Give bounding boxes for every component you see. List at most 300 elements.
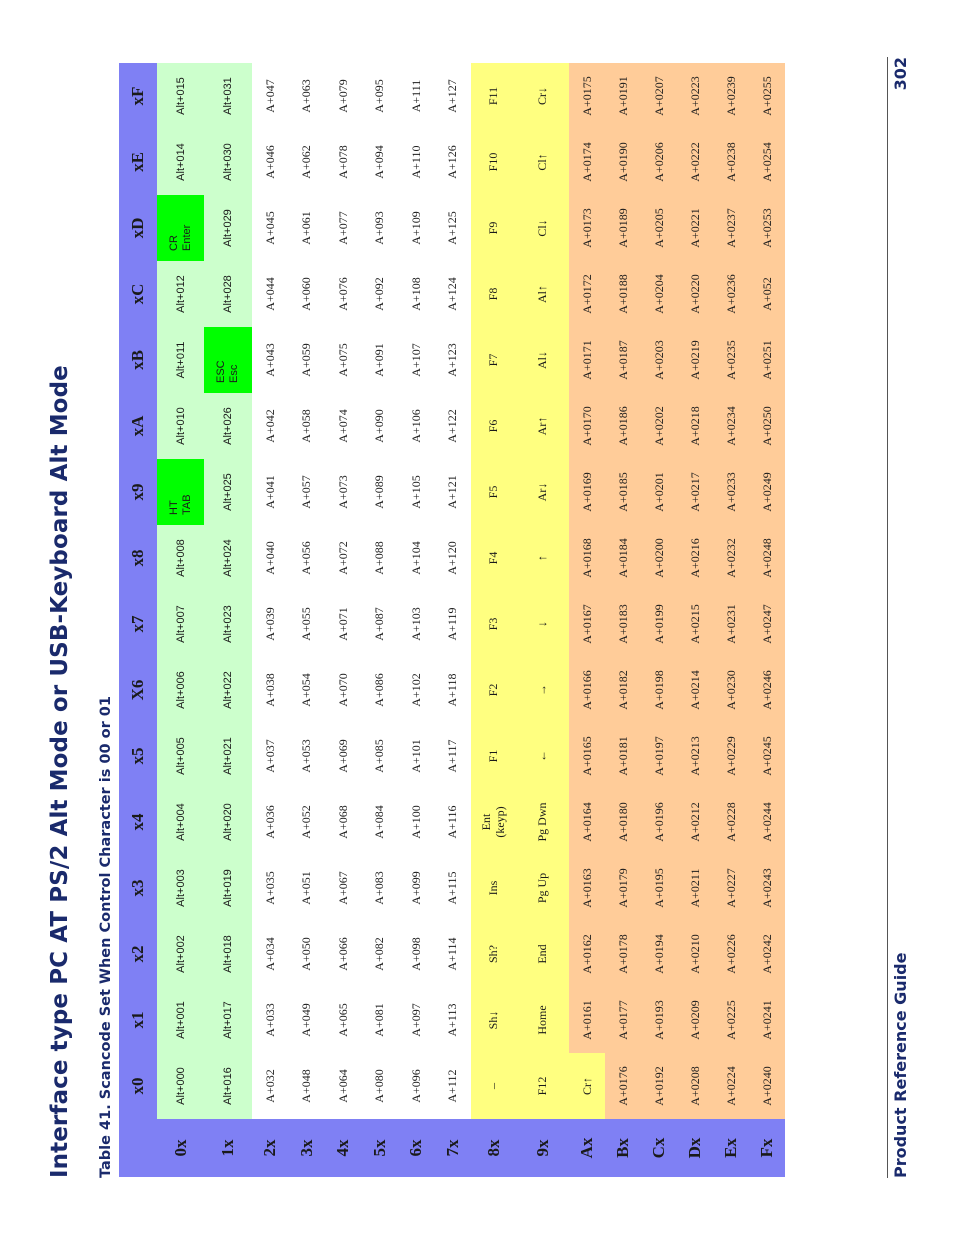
- table-cell: A+0200: [641, 525, 677, 591]
- table-cell: A+060: [288, 261, 325, 327]
- table-cell: A+0227: [713, 855, 749, 921]
- table-cell: A+0179: [605, 855, 641, 921]
- table-cell: A+106: [398, 393, 434, 459]
- table-cell: A+127: [434, 63, 471, 129]
- table-cell: A+0205: [641, 195, 677, 261]
- table-cell: A+0212: [677, 789, 713, 855]
- table-cell: Alt+012: [157, 261, 204, 327]
- table-cell: Alt+020: [204, 789, 252, 855]
- table-cell: A+086: [361, 657, 398, 723]
- cell-line: Ent: [478, 813, 493, 831]
- row-header: Ax: [569, 1119, 605, 1177]
- table-cell: A+082: [361, 921, 398, 987]
- table-cell: A+043: [252, 327, 288, 393]
- table-cell: A+0191: [605, 63, 641, 129]
- table-cell: A+0173: [569, 195, 605, 261]
- table-cell: A+0208: [677, 1053, 713, 1119]
- table-cell: A+0217: [677, 459, 713, 525]
- table-cell: Sh?: [471, 921, 516, 987]
- table-cell: A+107: [398, 327, 434, 393]
- table-cell: Alt+011: [157, 327, 204, 393]
- table-cell: A+0237: [713, 195, 749, 261]
- table-cell: A+034: [252, 921, 288, 987]
- table-cell: A+0236: [713, 261, 749, 327]
- table-cell: A+0180: [605, 789, 641, 855]
- table-cell: A+045: [252, 195, 288, 261]
- table-cell: Alt+006: [157, 657, 204, 723]
- table-cell: A+051: [288, 855, 325, 921]
- table-cell: A+100: [398, 789, 434, 855]
- corner-cell: [119, 1119, 157, 1177]
- table-cell: A+081: [361, 987, 398, 1053]
- column-header: x5: [119, 723, 157, 789]
- table-cell: A+119: [434, 591, 471, 657]
- table-cell: A+0232: [713, 525, 749, 591]
- table-cell: A+099: [398, 855, 434, 921]
- cell-line: (keyp): [492, 806, 507, 838]
- column-header: x2: [119, 921, 157, 987]
- table-cell: A+121: [434, 459, 471, 525]
- table-cell: A+0184: [605, 525, 641, 591]
- table-cell: A+0186: [605, 393, 641, 459]
- table-cell: A+080: [361, 1053, 398, 1119]
- table-cell: A+0244: [749, 789, 785, 855]
- table-cell: A+0216: [677, 525, 713, 591]
- table-cell: A+063: [288, 63, 325, 129]
- table-cell: A+0214: [677, 657, 713, 723]
- table-cell: A+0247: [749, 591, 785, 657]
- table-cell: A+070: [325, 657, 361, 723]
- table-cell: A+083: [361, 855, 398, 921]
- table-cell: A+0182: [605, 657, 641, 723]
- table-cell: A+0225: [713, 987, 749, 1053]
- table-cell: A+095: [361, 63, 398, 129]
- table-cell: ↑: [516, 525, 569, 591]
- table-cell: A+0171: [569, 327, 605, 393]
- table-cell: A+0176: [605, 1053, 641, 1119]
- cell-line: ESC: [215, 360, 228, 383]
- column-header: x0: [119, 1053, 157, 1119]
- table-cell: A+0196: [641, 789, 677, 855]
- table-cell: A+125: [434, 195, 471, 261]
- table-cell: A+0254: [749, 129, 785, 195]
- table-cell: A+0174: [569, 129, 605, 195]
- table-cell: A+0245: [749, 723, 785, 789]
- table-cell: A+084: [361, 789, 398, 855]
- table-cell: A+104: [398, 525, 434, 591]
- table-cell: Alt+024: [204, 525, 252, 591]
- table-cell: A+101: [398, 723, 434, 789]
- table-cell: A+091: [361, 327, 398, 393]
- table-cell: A+114: [434, 921, 471, 987]
- table-cell: A+042: [252, 393, 288, 459]
- table-cell: A+0189: [605, 195, 641, 261]
- row-header: Bx: [605, 1119, 641, 1177]
- table-cell: A+062: [288, 129, 325, 195]
- table-cell: ↓: [516, 591, 569, 657]
- table-cell: Alt+005: [157, 723, 204, 789]
- table-cell: A+0220: [677, 261, 713, 327]
- table-cell: Alt+014: [157, 129, 204, 195]
- table-cell: A+055: [288, 591, 325, 657]
- table-cell: A+103: [398, 591, 434, 657]
- table-cell: F5: [471, 459, 516, 525]
- table-cell: [471, 789, 516, 855]
- table-caption: Table 41. Scancode Set When Control Character is 00 or 01: [98, 696, 114, 1178]
- table-cell: A+0192: [641, 1053, 677, 1119]
- table-cell: ←: [516, 723, 569, 789]
- table-cell: A+038: [252, 657, 288, 723]
- cell-line: TAB: [180, 494, 193, 515]
- cell-line: CR: [167, 235, 180, 251]
- row-header: 4x: [325, 1119, 361, 1177]
- table-cell: A+050: [288, 921, 325, 987]
- table-cell: A+061: [288, 195, 325, 261]
- table-cell: A+0207: [641, 63, 677, 129]
- table-cell: A+0168: [569, 525, 605, 591]
- table-cell: A+056: [288, 525, 325, 591]
- table-cell: A+039: [252, 591, 288, 657]
- table-cell: Pg Up: [516, 855, 569, 921]
- table-cell: A+0193: [641, 987, 677, 1053]
- table-cell: F4: [471, 525, 516, 591]
- table-cell: A+049: [288, 987, 325, 1053]
- table-cell: A+032: [252, 1053, 288, 1119]
- table-cell: A+0218: [677, 393, 713, 459]
- table-cell: A+126: [434, 129, 471, 195]
- table-cell: Ar↑: [516, 393, 569, 459]
- table-cell: A+071: [325, 591, 361, 657]
- table-cell: A+053: [288, 723, 325, 789]
- table-cell: A+120: [434, 525, 471, 591]
- table-cell: →: [516, 657, 569, 723]
- row-header: 5x: [361, 1119, 398, 1177]
- table-cell: Alt+001: [157, 987, 204, 1053]
- table-cell: A+0243: [749, 855, 785, 921]
- table-cell: A+035: [252, 855, 288, 921]
- table-cell: A+113: [434, 987, 471, 1053]
- column-header: x8: [119, 525, 157, 591]
- row-header: 6x: [398, 1119, 434, 1177]
- table-cell: A+058: [288, 393, 325, 459]
- table-cell: A+0231: [713, 591, 749, 657]
- table-cell: –: [471, 1053, 516, 1119]
- column-header: x4: [119, 789, 157, 855]
- table-cell: A+0194: [641, 921, 677, 987]
- table-cell: A+088: [361, 525, 398, 591]
- table-cell: A+079: [325, 63, 361, 129]
- table-cell: A+0221: [677, 195, 713, 261]
- table-cell: Alt+010: [157, 393, 204, 459]
- table-cell: A+078: [325, 129, 361, 195]
- column-header: x9: [119, 459, 157, 525]
- table-cell: A+096: [398, 1053, 434, 1119]
- table-cell: A+0169: [569, 459, 605, 525]
- cell-line: Enter: [180, 224, 193, 251]
- row-header: Cx: [641, 1119, 677, 1177]
- table-cell: F7: [471, 327, 516, 393]
- table-cell: A+0246: [749, 657, 785, 723]
- table-cell: A+0239: [713, 63, 749, 129]
- table-cell: F6: [471, 393, 516, 459]
- table-cell: A+0161: [569, 987, 605, 1053]
- table-cell: Alt+031: [204, 63, 252, 129]
- table-cell: A+111: [398, 63, 434, 129]
- table-cell: Alt+002: [157, 921, 204, 987]
- table-cell: A+092: [361, 261, 398, 327]
- table-cell: A+0251: [749, 327, 785, 393]
- table-cell: Alt+018: [204, 921, 252, 987]
- table-cell: A+074: [325, 393, 361, 459]
- page-number: 302: [891, 57, 910, 91]
- table-cell: A+0202: [641, 393, 677, 459]
- table-cell: Alt+021: [204, 723, 252, 789]
- table-cell: A+087: [361, 591, 398, 657]
- table-cell: A+0170: [569, 393, 605, 459]
- table-cell: A+0253: [749, 195, 785, 261]
- table-cell: A+0175: [569, 63, 605, 129]
- table-cell: A+040: [252, 525, 288, 591]
- table-cell: A+0167: [569, 591, 605, 657]
- table-cell: A+0198: [641, 657, 677, 723]
- table-cell: A+066: [325, 921, 361, 987]
- table-cell: A+109: [398, 195, 434, 261]
- table-cell: A+059: [288, 327, 325, 393]
- table-cell: A+0241: [749, 987, 785, 1053]
- table-cell: A+0185: [605, 459, 641, 525]
- table-cell: A+097: [398, 987, 434, 1053]
- column-header: x7: [119, 591, 157, 657]
- table-cell: A+064: [325, 1053, 361, 1119]
- table-cell: A+117: [434, 723, 471, 789]
- table-cell: A+0222: [677, 129, 713, 195]
- table-cell: A+0190: [605, 129, 641, 195]
- table-cell: A+057: [288, 459, 325, 525]
- table-cell: A+075: [325, 327, 361, 393]
- column-header: x3: [119, 855, 157, 921]
- table-cell: A+052: [749, 261, 785, 327]
- table-cell: A+036: [252, 789, 288, 855]
- table-cell: A+0224: [713, 1053, 749, 1119]
- row-header: Dx: [677, 1119, 713, 1177]
- table-cell: Alt+025: [204, 459, 252, 525]
- table-cell: A+0197: [641, 723, 677, 789]
- table-cell: [204, 327, 252, 393]
- table-cell: A+0199: [641, 591, 677, 657]
- cell-line: Esc: [228, 364, 240, 383]
- table-cell: Alt+030: [204, 129, 252, 195]
- table-cell: F10: [471, 129, 516, 195]
- table-cell: A+054: [288, 657, 325, 723]
- table-cell: A+068: [325, 789, 361, 855]
- table-cell: [157, 195, 204, 261]
- table-cell: A+0165: [569, 723, 605, 789]
- table-cell: Alt+029: [204, 195, 252, 261]
- table-cell: Pg Dwn: [516, 789, 569, 855]
- table-cell: F2: [471, 657, 516, 723]
- table-cell: A+105: [398, 459, 434, 525]
- table-cell: [157, 459, 204, 525]
- table-cell: A+033: [252, 987, 288, 1053]
- table-cell: A+0228: [713, 789, 749, 855]
- table-cell: A+0235: [713, 327, 749, 393]
- table-cell: Alt+000: [157, 1053, 204, 1119]
- table-cell: Cr↑: [569, 1053, 605, 1119]
- table-cell: Cr↓: [516, 63, 569, 129]
- table-cell: A+047: [252, 63, 288, 129]
- table-cell: A+0250: [749, 393, 785, 459]
- table-cell: F9: [471, 195, 516, 261]
- scancode-table: [119, 59, 776, 1177]
- row-header: 1x: [204, 1119, 252, 1177]
- table-cell: A+076: [325, 261, 361, 327]
- table-cell: Alt+003: [157, 855, 204, 921]
- table-cell: A+090: [361, 393, 398, 459]
- row-header: 0x: [157, 1119, 204, 1177]
- table-cell: A+0234: [713, 393, 749, 459]
- table-cell: Al↑: [516, 261, 569, 327]
- table-cell: A+0177: [605, 987, 641, 1053]
- table-cell: Alt+019: [204, 855, 252, 921]
- table-cell: A+0163: [569, 855, 605, 921]
- table-cell: A+102: [398, 657, 434, 723]
- table-cell: Alt+026: [204, 393, 252, 459]
- table-cell: Alt+028: [204, 261, 252, 327]
- table-cell: Ins: [471, 855, 516, 921]
- table-cell: A+0164: [569, 789, 605, 855]
- table-cell: Alt+007: [157, 591, 204, 657]
- column-header: xC: [119, 261, 157, 327]
- table-cell: A+0248: [749, 525, 785, 591]
- table-cell: A+0204: [641, 261, 677, 327]
- table-cell: F11: [471, 63, 516, 129]
- table-cell: F12: [516, 1053, 569, 1119]
- table-cell: A+093: [361, 195, 398, 261]
- table-cell: A+123: [434, 327, 471, 393]
- table-cell: A+0172: [569, 261, 605, 327]
- footer-guide-title: Product Reference Guide: [891, 952, 910, 1178]
- table-cell: Cl↓: [516, 195, 569, 261]
- table-cell: A+0223: [677, 63, 713, 129]
- column-header: X6: [119, 657, 157, 723]
- column-header: xF: [119, 63, 157, 129]
- table-cell: A+0229: [713, 723, 749, 789]
- table-cell: Alt+004: [157, 789, 204, 855]
- table-cell: A+085: [361, 723, 398, 789]
- table-cell: A+0211: [677, 855, 713, 921]
- row-header: 3x: [288, 1119, 325, 1177]
- table-cell: A+072: [325, 525, 361, 591]
- table-cell: F1: [471, 723, 516, 789]
- table-cell: A+048: [288, 1053, 325, 1119]
- table-cell: A+0206: [641, 129, 677, 195]
- table-cell: A+037: [252, 723, 288, 789]
- table-cell: A+124: [434, 261, 471, 327]
- table-cell: A+0209: [677, 987, 713, 1053]
- row-header: 8x: [471, 1119, 516, 1177]
- table-cell: Home: [516, 987, 569, 1053]
- table-cell: A+0219: [677, 327, 713, 393]
- table-cell: A+112: [434, 1053, 471, 1119]
- page-title: Interface type PC AT PS/2 Alt Mode or USB-Keyboard Alt Mode: [47, 365, 73, 1178]
- table-cell: Alt+023: [204, 591, 252, 657]
- table-cell: Cl↑: [516, 129, 569, 195]
- table-cell: Alt+015: [157, 63, 204, 129]
- table-cell: A+118: [434, 657, 471, 723]
- table-cell: A+0203: [641, 327, 677, 393]
- table-cell: A+0195: [641, 855, 677, 921]
- table-cell: A+0226: [713, 921, 749, 987]
- table-cell: A+116: [434, 789, 471, 855]
- table-cell: A+0210: [677, 921, 713, 987]
- table-cell: Alt+017: [204, 987, 252, 1053]
- table-cell: A+065: [325, 987, 361, 1053]
- table-cell: Sh↓: [471, 987, 516, 1053]
- table-cell: Alt+016: [204, 1053, 252, 1119]
- table-cell: A+115: [434, 855, 471, 921]
- table-cell: F8: [471, 261, 516, 327]
- table-cell: A+0213: [677, 723, 713, 789]
- table-cell: Alt+022: [204, 657, 252, 723]
- table-cell: A+0162: [569, 921, 605, 987]
- column-header: xE: [119, 129, 157, 195]
- table-cell: A+0233: [713, 459, 749, 525]
- table-cell: A+073: [325, 459, 361, 525]
- table-cell: A+0230: [713, 657, 749, 723]
- footer-divider: [887, 57, 888, 1178]
- table-cell: A+0215: [677, 591, 713, 657]
- table-cell: A+0188: [605, 261, 641, 327]
- table-cell: A+0183: [605, 591, 641, 657]
- table-cell: A+108: [398, 261, 434, 327]
- column-header: xB: [119, 327, 157, 393]
- table-cell: A+0255: [749, 63, 785, 129]
- table-cell: A+0242: [749, 921, 785, 987]
- table-cell: A+0181: [605, 723, 641, 789]
- table-cell: A+067: [325, 855, 361, 921]
- column-header: x1: [119, 987, 157, 1053]
- table-cell: A+0187: [605, 327, 641, 393]
- row-header: 2x: [252, 1119, 288, 1177]
- table-cell: A+041: [252, 459, 288, 525]
- table-cell: A+0238: [713, 129, 749, 195]
- row-header: 9x: [516, 1119, 569, 1177]
- table-cell: A+0249: [749, 459, 785, 525]
- table-cell: A+0178: [605, 921, 641, 987]
- table-cell: A+0240: [749, 1053, 785, 1119]
- table-cell: Alt+008: [157, 525, 204, 591]
- table-cell: A+069: [325, 723, 361, 789]
- cell-line: HT: [167, 500, 180, 515]
- row-header: 7x: [434, 1119, 471, 1177]
- table-cell: A+110: [398, 129, 434, 195]
- table-cell: A+052: [288, 789, 325, 855]
- table-cell: A+0201: [641, 459, 677, 525]
- table-cell: End: [516, 921, 569, 987]
- table-cell: Ar↓: [516, 459, 569, 525]
- table-cell: A+0166: [569, 657, 605, 723]
- table-cell: A+098: [398, 921, 434, 987]
- table-cell: A+094: [361, 129, 398, 195]
- column-header: xA: [119, 393, 157, 459]
- table-cell: A+046: [252, 129, 288, 195]
- column-header: xD: [119, 195, 157, 261]
- table-cell: A+044: [252, 261, 288, 327]
- row-header: Ex: [713, 1119, 749, 1177]
- table-cell: A+122: [434, 393, 471, 459]
- table-cell: A+077: [325, 195, 361, 261]
- table-cell: Al↓: [516, 327, 569, 393]
